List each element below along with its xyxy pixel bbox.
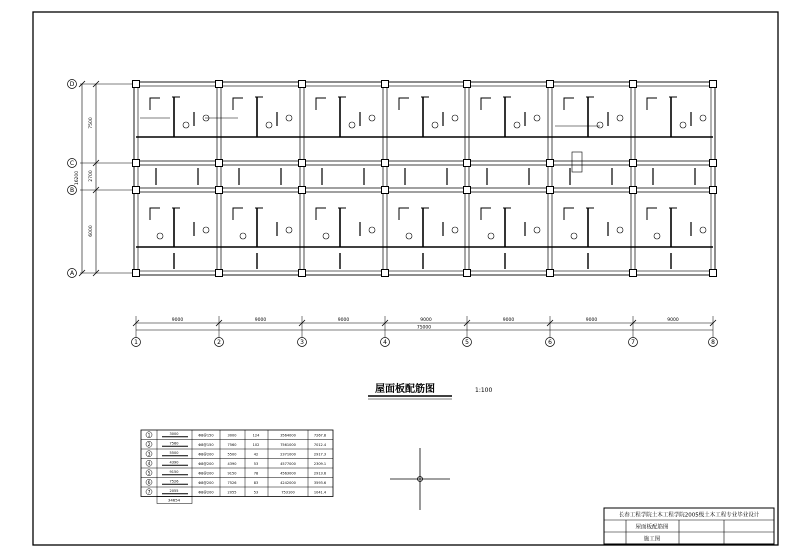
callout-circle [488,233,494,239]
table-length: 2055 [169,488,179,493]
table-count: 53 [253,461,259,466]
table-length: 9150 [169,469,179,474]
table-count: 124 [252,433,260,438]
table-length: 7526 [169,479,179,484]
table-spec: Φ8@200 [198,461,214,466]
bay-dim-text: 9000 [337,318,350,323]
table-sum: 34654 [167,497,181,503]
column [299,160,306,167]
column [216,270,223,277]
title-block-school: 长春工程学院土木工程学院2005级土木工程专业毕业设计 [618,512,760,519]
table-id: 2 [147,442,151,448]
column [216,187,223,194]
row-axis-label: B [69,187,75,195]
callout-circle [452,227,458,233]
table-total: 4577000 [280,461,296,466]
total-dim-text: 75000 [416,325,432,331]
column [382,270,389,277]
column [630,160,637,167]
table-id: 4 [147,461,151,467]
column-axis-label: 5 [465,339,469,347]
table-spec: Φ8@150 [198,433,214,438]
title-block-stage: 施工图 [643,536,661,543]
column [464,81,471,88]
table-total: 4563000 [280,471,296,476]
hook-bar [150,98,160,110]
column [299,81,306,88]
table-spec: Φ8@200 [198,471,214,476]
crosshair-marker [390,448,450,510]
hook-bar [481,98,491,110]
table-length-2: 4390 [227,461,237,466]
table-spec: Φ8@200 [198,490,214,495]
callout-circle [266,122,272,128]
table-weight: 7267.8 [313,433,327,438]
row-dim-text: 2700 [89,170,94,182]
column-axis-label: 7 [631,339,635,347]
table-count: 78 [253,471,259,476]
hook-bar [647,98,657,110]
hook-bar [399,98,409,110]
column [382,187,389,194]
column [464,160,471,167]
table-id: 6 [147,480,151,486]
title-block [604,508,774,544]
hook-bar [316,98,326,110]
callout-circle [571,233,577,239]
callout-circle [700,115,706,121]
callout-circle [514,122,520,128]
table-total: 4242000 [280,480,296,485]
callout-circle [240,233,246,239]
callout-circle [349,122,355,128]
drawing-scale: 1:100 [475,387,493,394]
table-weight: 1041.4 [313,490,327,495]
column [630,270,637,277]
column-axis-label: 1 [134,339,138,347]
column [299,270,306,277]
row-dimension-chain [68,80,133,278]
table-length-2: 2055 [227,490,237,495]
column [710,81,717,88]
hook-bar [399,208,409,220]
table-total: 2371000 [280,452,296,457]
hook-bar [647,208,657,220]
callout-circle [183,122,189,128]
column [710,270,717,277]
drawing-title: 屋面板配筋图 [375,384,435,395]
hook-bar [564,98,574,110]
column [630,81,637,88]
callout-circle [432,122,438,128]
column-axis-label: 6 [548,339,552,347]
hook-bar [150,208,160,220]
table-length-2: 3000 [227,433,237,438]
column [547,160,554,167]
column-axis-label: 4 [383,339,387,347]
table-length: 3000 [169,431,179,436]
callout-circle [452,115,458,121]
callout-circle [534,227,540,233]
table-weight: 3593.6 [313,480,327,485]
row-dim-text: 6000 [89,225,94,237]
column-axis-label: 3 [300,339,304,347]
column [710,160,717,167]
table-length: 7560 [169,441,179,446]
floor-plan [133,81,717,277]
callout-circle [617,115,623,121]
bay-dim-text: 9000 [585,318,598,323]
outer-wall-inner [138,86,711,271]
bay-dim-text: 9000 [171,318,184,323]
column [547,187,554,194]
table-id: 3 [147,452,151,458]
callout-circle [323,233,329,239]
column [547,81,554,88]
table-length: 4390 [169,460,179,465]
table-id: 1 [147,433,151,439]
column [133,160,140,167]
table-weight: 2913.6 [313,471,327,476]
column [382,160,389,167]
row-dim-total: 16200 [75,170,80,186]
column [216,160,223,167]
table-length-2: 5500 [227,452,237,457]
callout-circle [286,227,292,233]
column-axis-label: 8 [711,339,715,347]
table-weight: 7012.4 [313,442,327,447]
row-axis-label: A [69,270,75,278]
table-id: 5 [147,471,151,477]
column [133,81,140,88]
bay-dim-text: 9000 [420,318,432,323]
column-dimension-chain [132,316,718,347]
column [710,187,717,194]
row-dim-text: 7500 [89,117,94,129]
rebar-table [141,430,333,504]
callout-circle [534,115,540,121]
column [464,270,471,277]
hook-bar [233,98,243,110]
table-length-2: 7560 [227,442,237,447]
table-weight: 2309.1 [313,461,327,466]
callout-circle [286,115,292,121]
table-spec: Φ8@200 [198,480,214,485]
table-id: 7 [147,490,151,496]
callout-circle [369,115,375,121]
row-axis-label: C [69,160,75,168]
title-block-drawing-name: 屋面板配筋图 [635,524,669,531]
bay-dim-text: 9000 [254,318,267,323]
callout-circle [654,233,660,239]
column [630,187,637,194]
column [382,81,389,88]
callout-circle [597,122,603,128]
table-count: 83 [253,480,259,485]
callout-circle [700,227,706,233]
table-total: 3564000 [280,433,296,438]
column [547,270,554,277]
bay-dim-text: 9000 [667,318,679,323]
table-weight: 2917.3 [313,452,327,457]
callout-circle [680,122,686,128]
table-count: 102 [252,442,260,447]
table-length: 5500 [169,450,179,455]
hook-bar [481,208,491,220]
note-box [572,152,582,172]
column [464,187,471,194]
table-total: 7561000 [280,442,296,447]
table-total: 753100 [281,490,295,495]
hook-bar [233,208,243,220]
column [133,187,140,194]
column [133,270,140,277]
table-length-2: 7526 [227,480,237,485]
table-spec: Φ8@150 [198,442,214,447]
column [299,187,306,194]
table-count: 53 [253,490,259,495]
hook-bar [564,208,574,220]
bay-dim-text: 9000 [502,318,515,323]
callout-circle [203,227,209,233]
hook-bar [316,208,326,220]
table-count: 42 [253,452,259,457]
row-axis-label: D [69,81,75,89]
callout-circle [157,233,163,239]
callout-circle [617,227,623,233]
column-axis-label: 2 [217,339,221,347]
column [216,81,223,88]
callout-circle [369,227,375,233]
callout-circle [406,233,412,239]
table-spec: Φ8@200 [198,452,214,457]
table-length-2: 9150 [227,471,237,476]
